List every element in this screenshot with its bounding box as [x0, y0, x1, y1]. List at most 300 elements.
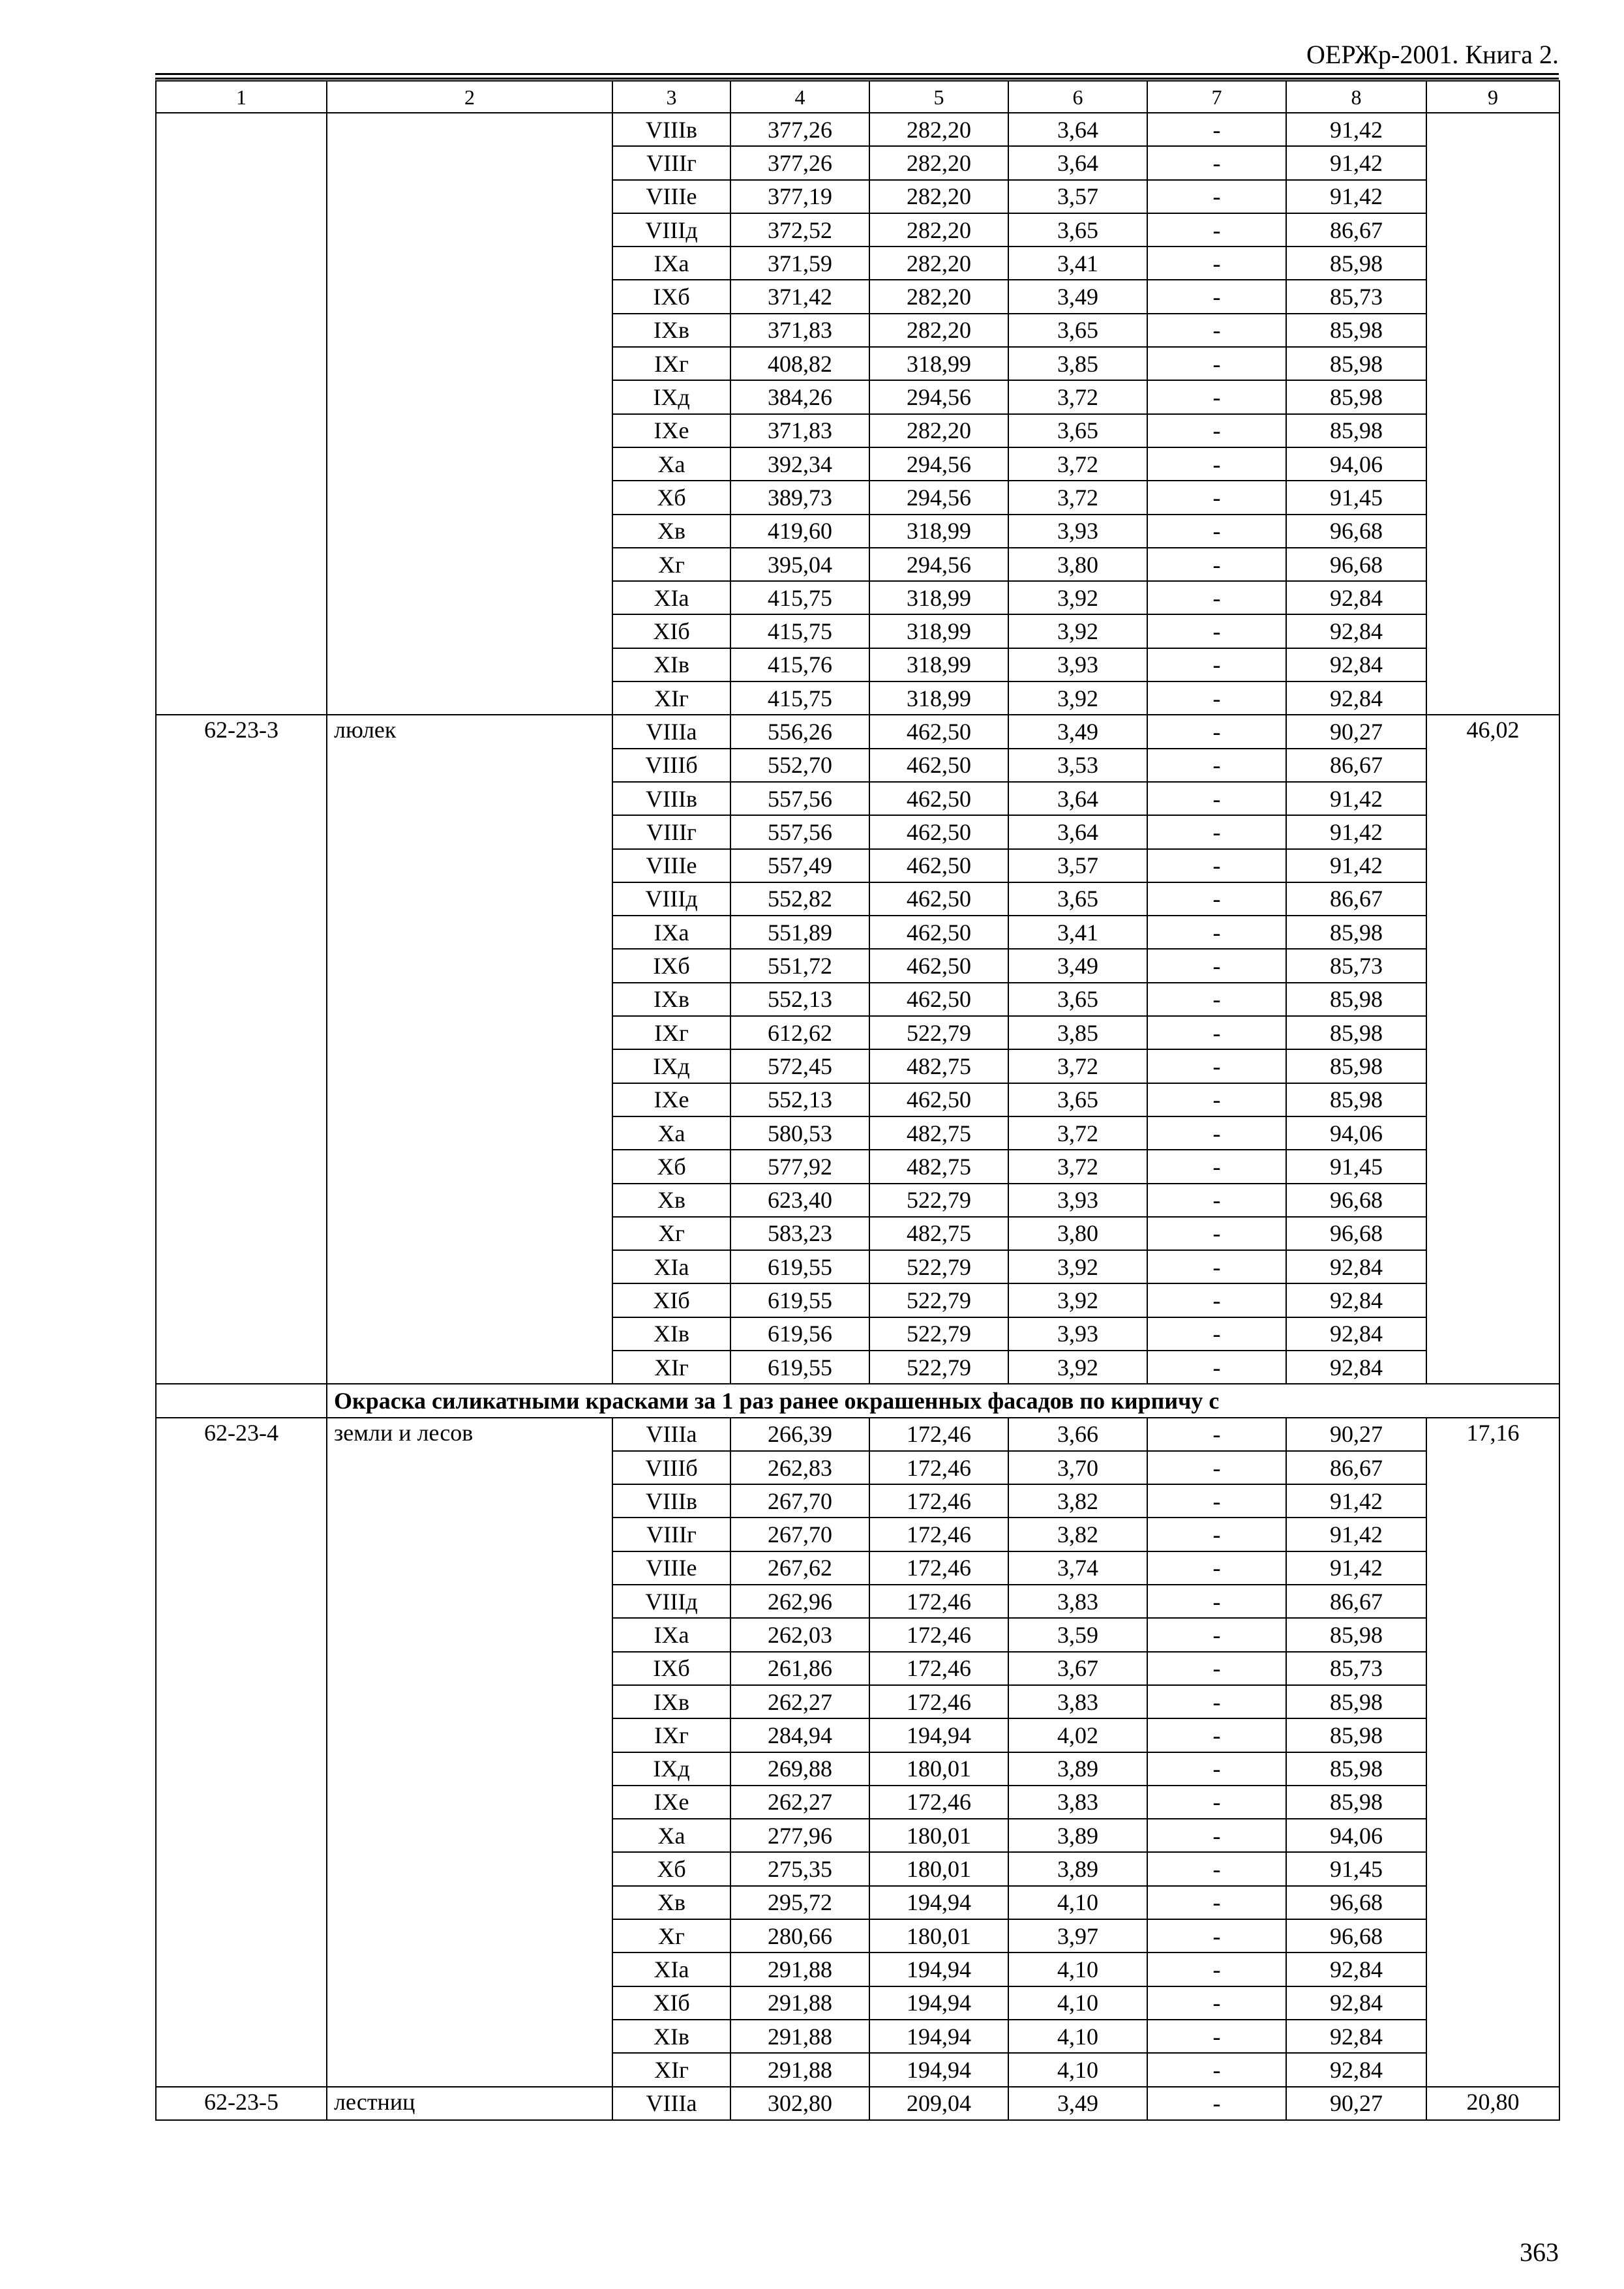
table-cell: 3,72: [1008, 1116, 1147, 1150]
table-cell: 3,82: [1008, 1484, 1147, 1518]
table-cell: 3,49: [1008, 715, 1147, 748]
table-cell: XIг: [612, 681, 730, 715]
table-cell: 3,92: [1008, 1351, 1147, 1384]
table-cell: 96,68: [1286, 1184, 1426, 1217]
table-cell: 384,26: [730, 380, 869, 413]
table-cell: 551,72: [730, 949, 869, 982]
table-cell: 92,84: [1286, 1952, 1426, 1986]
col9-value: 17,16: [1426, 1418, 1559, 2087]
table-cell: 3,82: [1008, 1518, 1147, 1551]
table-cell: 619,55: [730, 1250, 869, 1283]
table-cell: 392,34: [730, 447, 869, 481]
table-cell: 294,56: [869, 481, 1008, 514]
table-cell: VIIIа: [612, 1418, 730, 1451]
table-cell: 3,92: [1008, 681, 1147, 715]
rate-code: 62-23-4: [156, 1418, 327, 2087]
table-cell: 172,46: [869, 1451, 1008, 1484]
table-cell: 3,65: [1008, 314, 1147, 347]
table-cell: 551,89: [730, 916, 869, 949]
table-cell: Xа: [612, 1819, 730, 1852]
table-cell: 462,50: [869, 882, 1008, 916]
work-name: люлек: [327, 715, 612, 1384]
table-cell: 96,68: [1286, 548, 1426, 581]
table-cell: IXе: [612, 1083, 730, 1116]
table-cell: 172,46: [869, 1685, 1008, 1718]
rates-table: [155, 80, 1560, 2121]
table-cell: XIг: [612, 1351, 730, 1384]
col9-value: [1426, 113, 1559, 715]
table-cell: 3,89: [1008, 1819, 1147, 1852]
table-cell: 377,26: [730, 113, 869, 146]
table-cell: IXе: [612, 414, 730, 447]
table-cell: -: [1147, 1116, 1286, 1150]
table-cell: 91,45: [1286, 481, 1426, 514]
table-cell: -: [1147, 2053, 1286, 2086]
table-cell: -: [1147, 1786, 1286, 1819]
table-cell: 85,98: [1286, 1016, 1426, 1049]
table-cell: IXд: [612, 1752, 730, 1786]
table-cell: 3,93: [1008, 1317, 1147, 1351]
table-cell: -: [1147, 1585, 1286, 1618]
table-cell: 262,27: [730, 1786, 869, 1819]
col9-value: 46,02: [1426, 715, 1559, 1384]
table-cell: 295,72: [730, 1886, 869, 1919]
table-cell: 3,89: [1008, 1752, 1147, 1786]
table-cell: Xг: [612, 1217, 730, 1250]
table-cell: 3,49: [1008, 280, 1147, 313]
table-cell: 3,93: [1008, 515, 1147, 548]
table-cell: 318,99: [869, 515, 1008, 548]
table-cell: 85,98: [1286, 347, 1426, 380]
table-cell: -: [1147, 681, 1286, 715]
table-cell: 92,84: [1286, 681, 1426, 715]
table-cell: IXб: [612, 949, 730, 982]
table-cell: 482,75: [869, 1150, 1008, 1183]
table-cell: 291,88: [730, 1986, 869, 2020]
table-cell: IXг: [612, 1718, 730, 1752]
table-cell: -: [1147, 247, 1286, 280]
table-cell: IXг: [612, 347, 730, 380]
table-cell: VIIIг: [612, 146, 730, 179]
table-cell: 282,20: [869, 314, 1008, 347]
table-cell: -: [1147, 1250, 1286, 1283]
table-cell: 194,94: [869, 2053, 1008, 2086]
table-cell: 94,06: [1286, 1116, 1426, 1150]
table-cell: -: [1147, 1150, 1286, 1183]
table-cell: -: [1147, 1852, 1286, 1885]
table-cell: IXв: [612, 1685, 730, 1718]
table-cell: 462,50: [869, 715, 1008, 748]
table-cell: 318,99: [869, 648, 1008, 681]
table-cell: 267,62: [730, 1551, 869, 1585]
table-cell: 552,13: [730, 983, 869, 1016]
table-cell: 522,79: [869, 1250, 1008, 1283]
table-cell: IXе: [612, 1786, 730, 1819]
table-cell: -: [1147, 1618, 1286, 1651]
table-cell: 462,50: [869, 782, 1008, 815]
table-cell: 262,03: [730, 1618, 869, 1651]
table-cell: 294,56: [869, 380, 1008, 413]
table-cell: 86,67: [1286, 1585, 1426, 1618]
table-cell: -: [1147, 481, 1286, 514]
table-row: [156, 113, 1559, 146]
table-cell: VIIIе: [612, 180, 730, 213]
table-cell: 209,04: [869, 2087, 1008, 2120]
table-cell: Xв: [612, 515, 730, 548]
table-cell: Xв: [612, 1184, 730, 1217]
table-cell: XIг: [612, 2053, 730, 2086]
table-cell: -: [1147, 1083, 1286, 1116]
table-cell: 522,79: [869, 1351, 1008, 1384]
table-cell: 85,98: [1286, 414, 1426, 447]
table-cell: 583,23: [730, 1217, 869, 1250]
table-cell: 522,79: [869, 1016, 1008, 1049]
column-number-row: [156, 81, 1559, 113]
table-cell: -: [1147, 414, 1286, 447]
table-cell: 180,01: [869, 1819, 1008, 1852]
table-cell: -: [1147, 849, 1286, 882]
table-cell: 462,50: [869, 916, 1008, 949]
table-cell: -: [1147, 1418, 1286, 1451]
table-cell: VIIIб: [612, 749, 730, 782]
table-cell: 552,70: [730, 749, 869, 782]
table-cell: 372,52: [730, 213, 869, 247]
table-cell: 282,20: [869, 113, 1008, 146]
table-cell: 92,84: [1286, 1317, 1426, 1351]
table-cell: -: [1147, 515, 1286, 548]
table-cell: 85,73: [1286, 1652, 1426, 1685]
table-cell: VIIIг: [612, 815, 730, 848]
table-cell: 580,53: [730, 1116, 869, 1150]
table-cell: -: [1147, 882, 1286, 916]
table-cell: 291,88: [730, 1952, 869, 1986]
table-cell: 92,84: [1286, 2020, 1426, 2053]
table-cell: 85,98: [1286, 1718, 1426, 1752]
table-cell: XIв: [612, 1317, 730, 1351]
table-cell: Xа: [612, 447, 730, 481]
table-cell: 4,10: [1008, 1986, 1147, 2020]
table-cell: 612,62: [730, 1016, 869, 1049]
table-cell: 3,57: [1008, 849, 1147, 882]
table-cell: 3,93: [1008, 648, 1147, 681]
table-cell: Xб: [612, 1852, 730, 1885]
table-cell: 557,49: [730, 849, 869, 882]
table-cell: VIIIг: [612, 1518, 730, 1551]
table-cell: 318,99: [869, 681, 1008, 715]
table-cell: VIIIв: [612, 113, 730, 146]
table-cell: -: [1147, 213, 1286, 247]
table-cell: -: [1147, 548, 1286, 581]
table-cell: 3,92: [1008, 581, 1147, 614]
table-cell: 172,46: [869, 1418, 1008, 1451]
table-cell: -: [1147, 648, 1286, 681]
table-cell: 3,80: [1008, 548, 1147, 581]
table-cell: 552,82: [730, 882, 869, 916]
table-cell: 91,42: [1286, 782, 1426, 815]
section-title-row: [156, 1384, 1559, 1417]
table-cell: 4,10: [1008, 2053, 1147, 2086]
table-cell: Xв: [612, 1886, 730, 1919]
table-cell: -: [1147, 380, 1286, 413]
table-cell: 3,66: [1008, 1418, 1147, 1451]
table-cell: 277,96: [730, 1819, 869, 1852]
table-cell: 91,42: [1286, 1551, 1426, 1585]
table-cell: IXб: [612, 1652, 730, 1685]
table-cell: 3,92: [1008, 1250, 1147, 1283]
table-cell: -: [1147, 447, 1286, 481]
table-cell: 3,74: [1008, 1551, 1147, 1585]
table-cell: 522,79: [869, 1283, 1008, 1317]
column-number: 4: [730, 81, 869, 113]
header-rule: [155, 73, 1559, 75]
table-cell: 172,46: [869, 1484, 1008, 1518]
table-cell: 4,10: [1008, 1886, 1147, 1919]
table-cell: 3,64: [1008, 815, 1147, 848]
work-name: лестниц: [327, 2087, 612, 2120]
table-cell: 4,02: [1008, 1718, 1147, 1752]
column-number: 2: [327, 81, 612, 113]
table-cell: 85,98: [1286, 1685, 1426, 1718]
table-cell: 3,57: [1008, 180, 1147, 213]
table-cell: 275,35: [730, 1852, 869, 1885]
column-number: 8: [1286, 81, 1426, 113]
column-number: 6: [1008, 81, 1147, 113]
table-cell: 3,64: [1008, 113, 1147, 146]
table-cell: 282,20: [869, 180, 1008, 213]
table-cell: 4,10: [1008, 2020, 1147, 2053]
table-cell: -: [1147, 280, 1286, 313]
table-cell: 85,98: [1286, 916, 1426, 949]
table-cell: 3,64: [1008, 782, 1147, 815]
table-cell: 3,93: [1008, 1184, 1147, 1217]
table-cell: 86,67: [1286, 882, 1426, 916]
table-cell: 371,83: [730, 414, 869, 447]
table-cell: -: [1147, 1819, 1286, 1852]
table-cell: 462,50: [869, 749, 1008, 782]
table-row: [156, 715, 1559, 748]
table-cell: -: [1147, 916, 1286, 949]
table-cell: 415,75: [730, 614, 869, 648]
table-cell: XIа: [612, 1952, 730, 1986]
table-cell: 3,72: [1008, 380, 1147, 413]
table-cell: 3,85: [1008, 347, 1147, 380]
table-cell: VIIIа: [612, 2087, 730, 2120]
table-cell: 90,27: [1286, 1418, 1426, 1451]
table-cell: 172,46: [869, 1551, 1008, 1585]
table-cell: 3,65: [1008, 1083, 1147, 1116]
table-cell: 395,04: [730, 548, 869, 581]
table-cell: 194,94: [869, 1718, 1008, 1752]
table-cell: 371,83: [730, 314, 869, 347]
table-cell: -: [1147, 1351, 1286, 1384]
table-row: [156, 2087, 1559, 2120]
table-cell: 96,68: [1286, 515, 1426, 548]
document-header: ОЕРЖр-2001. Книга 2.: [1306, 40, 1559, 69]
table-cell: 3,92: [1008, 614, 1147, 648]
table-cell: 291,88: [730, 2020, 869, 2053]
table-cell: 172,46: [869, 1652, 1008, 1685]
table-cell: 172,46: [869, 1618, 1008, 1651]
table-cell: 3,83: [1008, 1685, 1147, 1718]
table-cell: 269,88: [730, 1752, 869, 1786]
table-cell: 482,75: [869, 1217, 1008, 1250]
table-cell: 96,68: [1286, 1919, 1426, 1952]
header-rule-thin: [155, 78, 1559, 80]
table-cell: 522,79: [869, 1317, 1008, 1351]
column-number: 3: [612, 81, 730, 113]
table-cell: 85,98: [1286, 1618, 1426, 1651]
table-cell: 3,65: [1008, 213, 1147, 247]
table-cell: 619,56: [730, 1317, 869, 1351]
table-cell: 3,59: [1008, 1618, 1147, 1651]
table-cell: 3,41: [1008, 916, 1147, 949]
table-cell: -: [1147, 113, 1286, 146]
table-cell: 92,84: [1286, 2053, 1426, 2086]
table-cell: 3,72: [1008, 481, 1147, 514]
table-cell: IXв: [612, 983, 730, 1016]
column-number: 5: [869, 81, 1008, 113]
table-cell: IXа: [612, 1618, 730, 1651]
table-cell: 92,84: [1286, 1283, 1426, 1317]
table-cell: -: [1147, 1752, 1286, 1786]
table-cell: 85,98: [1286, 1786, 1426, 1819]
table-cell: VIIIд: [612, 213, 730, 247]
table-cell: 552,13: [730, 1083, 869, 1116]
table-cell: -: [1147, 1184, 1286, 1217]
table-cell: 3,64: [1008, 146, 1147, 179]
table-cell: 92,84: [1286, 1351, 1426, 1384]
table-cell: 85,73: [1286, 949, 1426, 982]
table-cell: 318,99: [869, 581, 1008, 614]
table-cell: 556,26: [730, 715, 869, 748]
table-cell: 482,75: [869, 1049, 1008, 1083]
table-cell: 557,56: [730, 815, 869, 848]
table-cell: VIIIб: [612, 1451, 730, 1484]
table-cell: -: [1147, 1451, 1286, 1484]
table-cell: 371,42: [730, 280, 869, 313]
table-cell: 262,96: [730, 1585, 869, 1618]
work-name: земли и лесов: [327, 1418, 612, 2087]
table-cell: 282,20: [869, 247, 1008, 280]
column-number: 1: [156, 81, 327, 113]
table-cell: 3,65: [1008, 983, 1147, 1016]
table-row: [156, 1418, 1559, 1451]
table-cell: XIа: [612, 1250, 730, 1283]
table-cell: IXб: [612, 280, 730, 313]
table-cell: VIIIд: [612, 882, 730, 916]
table-cell: 415,75: [730, 681, 869, 715]
table-cell: VIIIе: [612, 1551, 730, 1585]
table-cell: IXв: [612, 314, 730, 347]
table-cell: Xг: [612, 548, 730, 581]
table-cell: 3,49: [1008, 949, 1147, 982]
table-cell: -: [1147, 314, 1286, 347]
table-cell: 482,75: [869, 1116, 1008, 1150]
column-number: 7: [1147, 81, 1286, 113]
table-cell: 415,75: [730, 581, 869, 614]
table-cell: 3,41: [1008, 247, 1147, 280]
table-cell: Xг: [612, 1919, 730, 1952]
table-cell: IXа: [612, 916, 730, 949]
table-cell: 462,50: [869, 849, 1008, 882]
table-cell: 180,01: [869, 1852, 1008, 1885]
table-cell: 3,65: [1008, 882, 1147, 916]
table-cell: 96,68: [1286, 1217, 1426, 1250]
table-cell: 294,56: [869, 548, 1008, 581]
table-cell: 91,42: [1286, 180, 1426, 213]
table-cell: 267,70: [730, 1518, 869, 1551]
table-cell: -: [1147, 949, 1286, 982]
table-cell: 318,99: [869, 347, 1008, 380]
table-cell: 91,42: [1286, 849, 1426, 882]
table-cell: 94,06: [1286, 447, 1426, 481]
table-cell: -: [1147, 1886, 1286, 1919]
table-cell: 3,89: [1008, 1852, 1147, 1885]
table-cell: 85,98: [1286, 1752, 1426, 1786]
table-cell: VIIIа: [612, 715, 730, 748]
table-cell: 282,20: [869, 414, 1008, 447]
table-cell: Xб: [612, 481, 730, 514]
rate-code: 62-23-3: [156, 715, 327, 1384]
table-cell: 266,39: [730, 1418, 869, 1451]
table-cell: 86,67: [1286, 213, 1426, 247]
table-cell: -: [1147, 2020, 1286, 2053]
table-cell: 172,46: [869, 1786, 1008, 1819]
table-cell: 389,73: [730, 481, 869, 514]
table-cell: 3,72: [1008, 1150, 1147, 1183]
table-cell: 85,98: [1286, 983, 1426, 1016]
table-cell: -: [1147, 1016, 1286, 1049]
table-cell: 85,98: [1286, 380, 1426, 413]
table-cell: VIIIв: [612, 1484, 730, 1518]
table-cell: -: [1147, 1685, 1286, 1718]
table-cell: 619,55: [730, 1351, 869, 1384]
table-cell: 92,84: [1286, 1250, 1426, 1283]
section-spacer: [156, 1384, 327, 1417]
table-cell: 619,55: [730, 1283, 869, 1317]
table-cell: 85,98: [1286, 247, 1426, 280]
table-cell: 294,56: [869, 447, 1008, 481]
table-cell: 91,42: [1286, 1484, 1426, 1518]
table-cell: 291,88: [730, 2053, 869, 2086]
table-cell: 462,50: [869, 983, 1008, 1016]
table-cell: IXд: [612, 380, 730, 413]
table-cell: 86,67: [1286, 749, 1426, 782]
table-cell: -: [1147, 1551, 1286, 1585]
table-cell: IXг: [612, 1016, 730, 1049]
table-cell: 3,80: [1008, 1217, 1147, 1250]
table-cell: 284,94: [730, 1718, 869, 1752]
table-cell: -: [1147, 1317, 1286, 1351]
table-cell: 3,53: [1008, 749, 1147, 782]
table-cell: 3,97: [1008, 1919, 1147, 1952]
table-cell: 85,98: [1286, 1049, 1426, 1083]
table-cell: -: [1147, 782, 1286, 815]
table-cell: 318,99: [869, 614, 1008, 648]
table-cell: -: [1147, 1049, 1286, 1083]
table-cell: 3,83: [1008, 1786, 1147, 1819]
table-cell: 92,84: [1286, 648, 1426, 681]
table-cell: -: [1147, 1283, 1286, 1317]
table-cell: XIб: [612, 1986, 730, 2020]
table-cell: -: [1147, 180, 1286, 213]
table-cell: 371,59: [730, 247, 869, 280]
table-cell: 3,92: [1008, 1283, 1147, 1317]
table-cell: 96,68: [1286, 1886, 1426, 1919]
table-cell: 92,84: [1286, 581, 1426, 614]
table-cell: XIа: [612, 581, 730, 614]
table-cell: XIб: [612, 614, 730, 648]
